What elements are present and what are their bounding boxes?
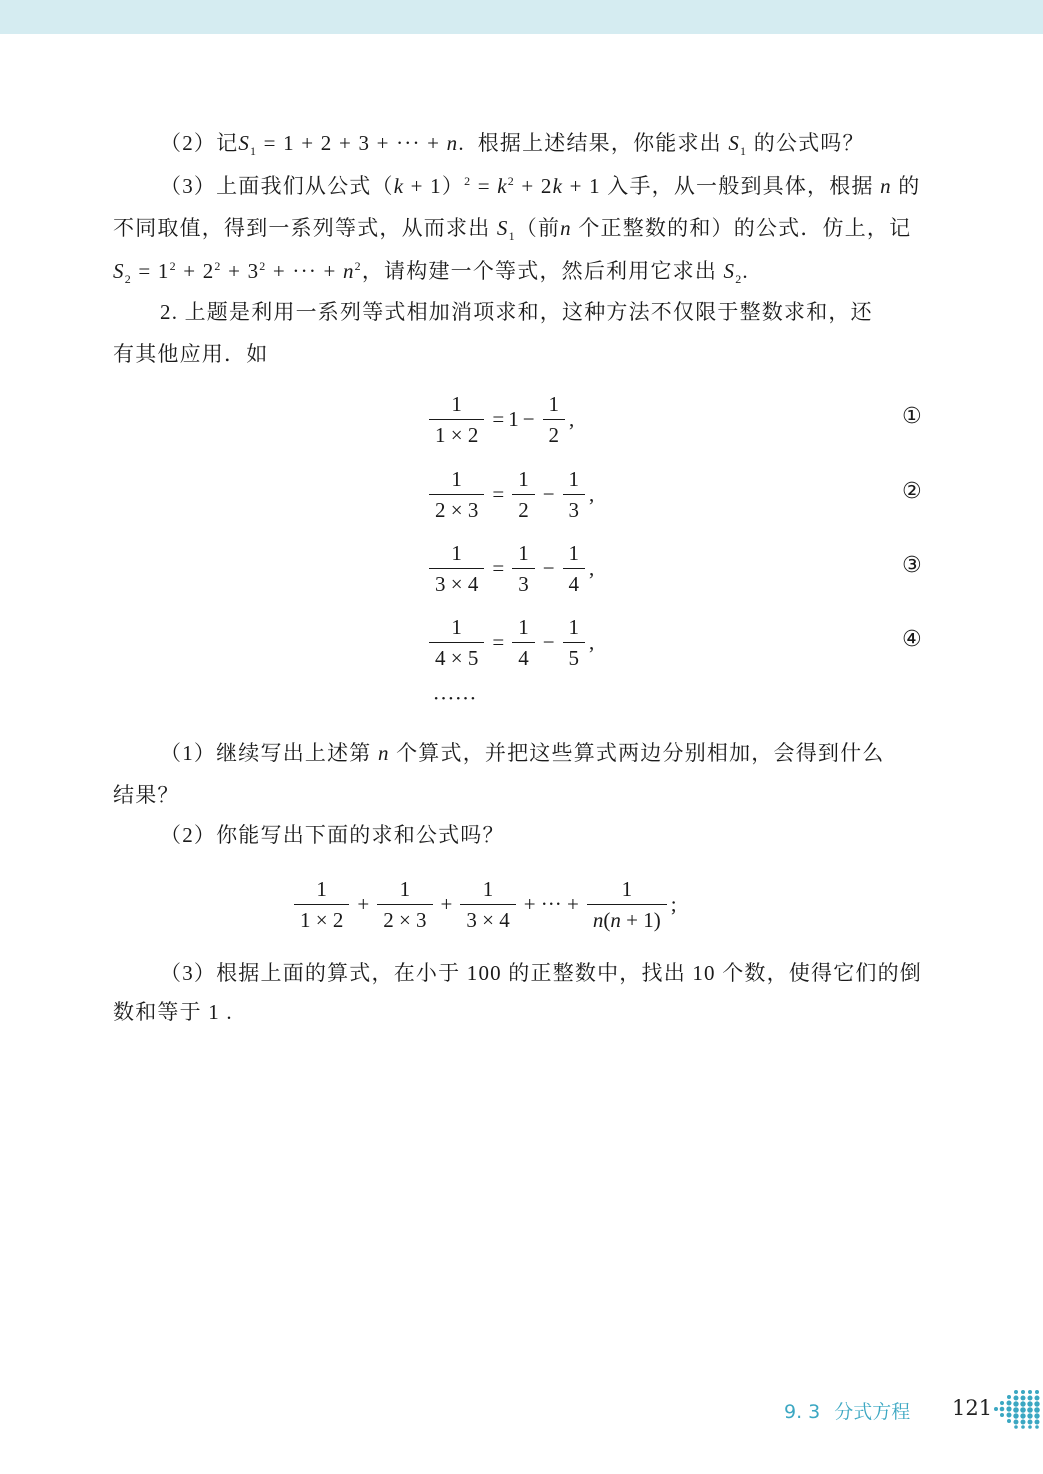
q2-part3-line1: （3）根据上面的算式，在小于 100 的正整数中，找出 10 个数，使得它们的倒 bbox=[160, 961, 922, 985]
fraction: $\frac{1}{5}$ bbox=[563, 614, 586, 671]
equation-number-3: ③ bbox=[902, 553, 922, 578]
equation-2: $\frac{1}{2 \times 3}$ = $\frac{1}{2}$ − $\frac{1}{3}$ , bbox=[425, 462, 594, 526]
equation-number-2: ② bbox=[902, 479, 922, 504]
q1-part3-line1: （3）上面我们从公式$(k + 1)^2 = k^2 + 2k + 1$ 入手，从一般到具体，根据 n 的 bbox=[160, 174, 921, 198]
top-color-band bbox=[0, 0, 1043, 34]
fraction: $\frac{1}{2}$ bbox=[512, 466, 535, 523]
fraction: $\frac{1}{1 \times 2}$ bbox=[294, 876, 349, 933]
q1-part2-line: （2）记$S_1 = 1 + 2 + 3$ + ··· + n. 根据上述结果，你能求出 $S_1$ 的公式吗？ bbox=[160, 131, 865, 159]
q2-intro-line1: 2. 上题是利用一系列等式相加消项求和，这种方法不仅限于整数求和，还 bbox=[160, 300, 873, 324]
fraction: $\frac{1}{3}$ bbox=[512, 540, 535, 597]
q2-part1-line1: （1）继续写出上述第 n 个算式，并把这些算式两边分别相加，会得到什么 bbox=[160, 741, 885, 765]
fraction: $\frac{1}{3 \times 4}$ bbox=[460, 876, 515, 933]
sum-formula: $\frac{1}{1 \times 2}$ + $\frac{1}{2 \times 3}$ + $\frac{1}{3 \times 4}$ + ··· + $\frac{1}{n(n + 1)}$ ; bbox=[290, 872, 677, 936]
q1-part3-line3: $S_2 = 1^2 + 2^2 + 3^2$ + ··· + $n^2$，请构建一个等式，然后利用它求出 $S_2$. bbox=[113, 259, 749, 287]
fraction: $\frac{1}{2 \times 3}$ bbox=[377, 876, 432, 933]
fraction: $\frac{1}{2 \times 3}$ bbox=[429, 466, 484, 523]
equation-number-4: ④ bbox=[902, 627, 922, 652]
ellipsis: ······ bbox=[433, 686, 478, 710]
section-title: 分式方程 bbox=[834, 1401, 911, 1423]
fraction: $\frac{1}{4 \times 5}$ bbox=[429, 614, 484, 671]
page-number: 121 bbox=[952, 1396, 993, 1420]
equation-4: $\frac{1}{4 \times 5}$ = $\frac{1}{4}$ − $\frac{1}{5}$ , bbox=[425, 610, 594, 674]
q2-part1-line2: 结果？ bbox=[113, 783, 180, 807]
q2-part3-line2: 数和等于 1 . bbox=[113, 1000, 233, 1024]
equation-1: $\frac{1}{1 \times 2}$ = 1 − $\frac{1}{2}$ , bbox=[425, 387, 574, 451]
fraction: $\frac{1}{4}$ bbox=[512, 614, 535, 671]
fraction: $\frac{1}{3}$ bbox=[563, 466, 586, 523]
q1-part3-line2: 不同取值，得到一系列等式，从而求出 $S_1$（前n 个正整数的和）的公式．仿上，记 bbox=[113, 216, 912, 244]
fraction: $\frac{1}{3 \times 4}$ bbox=[429, 540, 484, 597]
q2-intro-line2: 有其他应用．如 bbox=[113, 342, 269, 366]
equation-number-1: ① bbox=[902, 404, 922, 429]
fraction: $\frac{1}{n(n + 1)}$ bbox=[587, 876, 667, 933]
decorative-dots-icon bbox=[992, 1389, 1043, 1429]
section-number: 9. 3 bbox=[784, 1401, 821, 1423]
footer-section bbox=[784, 1397, 910, 1424]
fraction: $\frac{1}{1 \times 2}$ bbox=[429, 391, 484, 448]
fraction: $\frac{1}{2}$ bbox=[543, 391, 566, 448]
fraction: $\frac{1}{4}$ bbox=[563, 540, 586, 597]
q2-part2-line: （2）你能写出下面的求和公式吗？ bbox=[160, 823, 505, 847]
equation-3: $\frac{1}{3 \times 4}$ = $\frac{1}{3}$ − $\frac{1}{4}$ , bbox=[425, 536, 594, 600]
